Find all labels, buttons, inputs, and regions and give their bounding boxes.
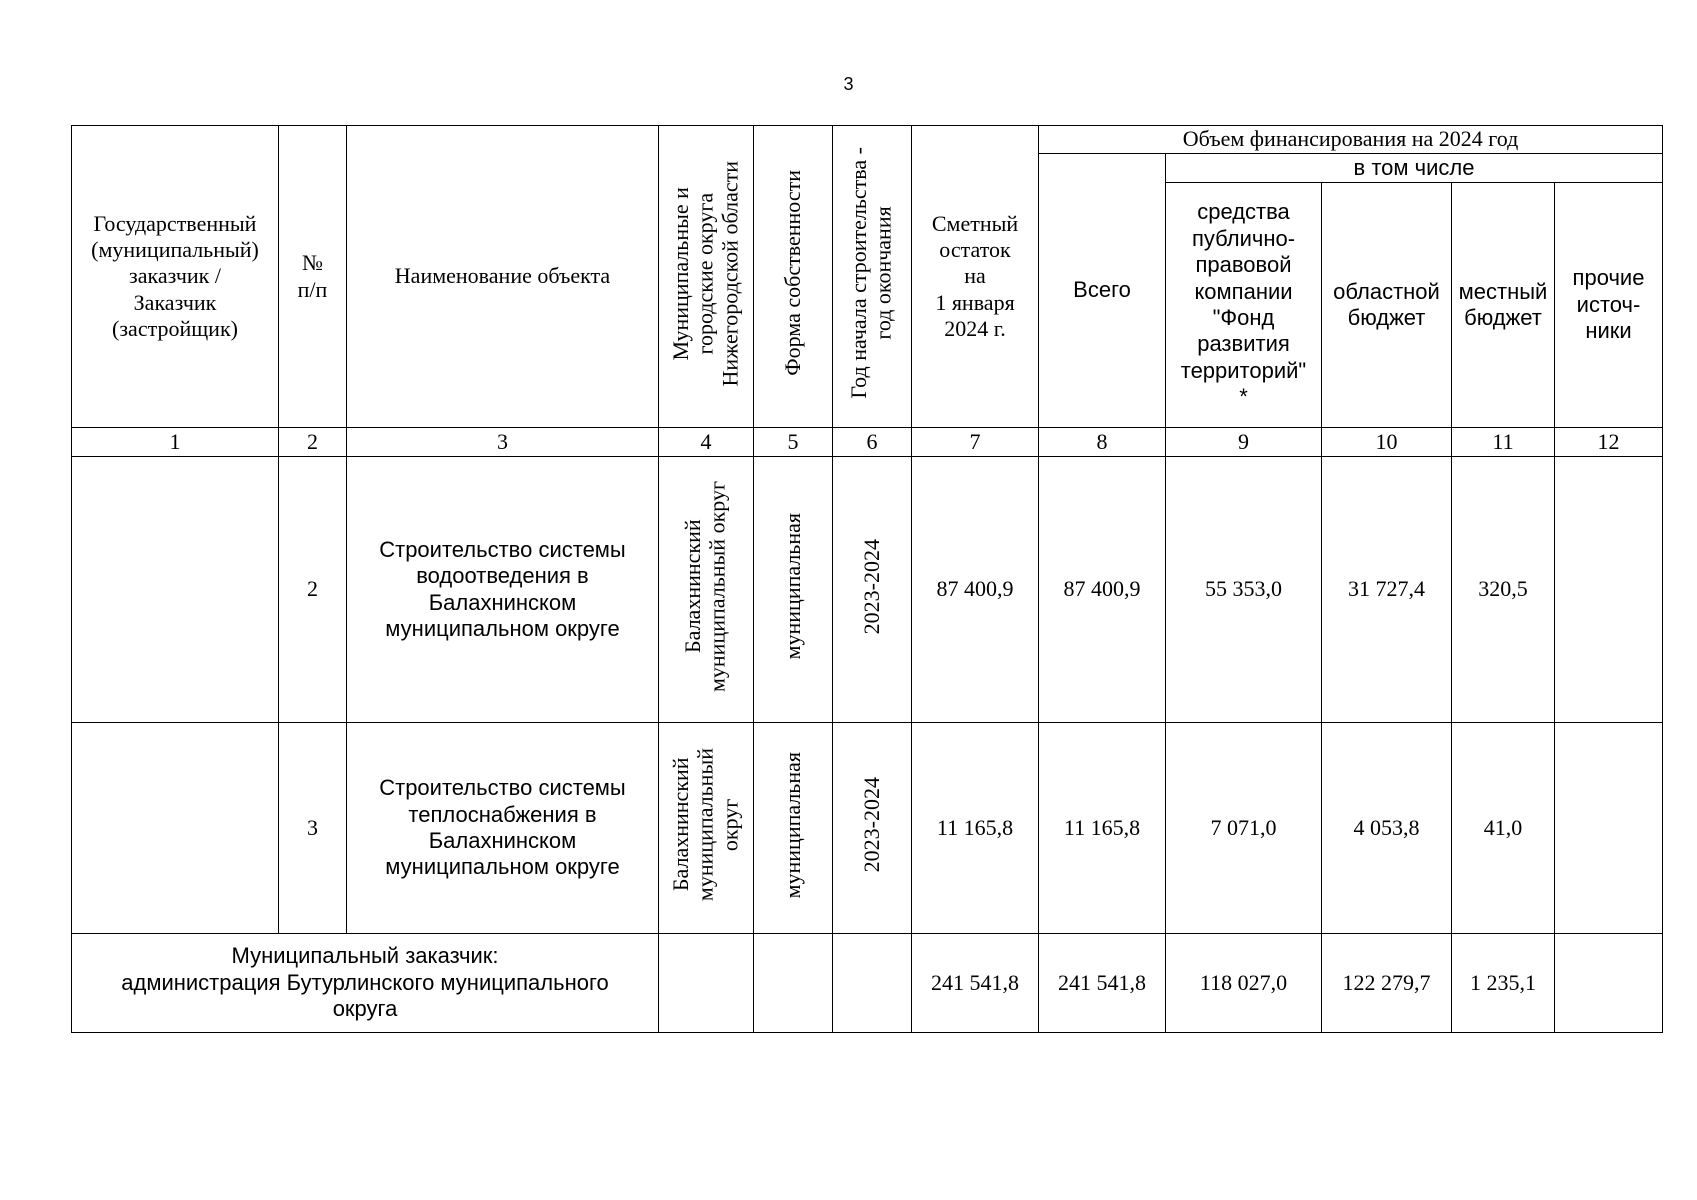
table-row (72, 457, 1663, 723)
cell-other (1555, 723, 1663, 934)
total-regional: 122 279,7 (1322, 934, 1452, 1033)
header-including: в том числе (1166, 154, 1663, 183)
column-number: 3 (347, 428, 659, 457)
column-number: 6 (833, 428, 912, 457)
cell-years: 2023-2024 (833, 457, 912, 723)
total-district (659, 934, 754, 1033)
cell-total: 87 400,9 (1039, 457, 1166, 723)
header-fund: средства публично- правовой компании "Фонд развития территорий" * (1166, 183, 1322, 428)
total-estimate: 241 541,8 (912, 934, 1039, 1033)
column-numbers-row (72, 428, 1663, 457)
cell-district: Балахнинский муниципальный округ (659, 457, 754, 723)
column-number: 8 (1039, 428, 1166, 457)
column-number: 11 (1452, 428, 1555, 457)
cell-number: 3 (279, 723, 347, 934)
header-local: местный бюджет (1452, 183, 1555, 428)
financing-table (71, 125, 1663, 1033)
total-local: 1 235,1 (1452, 934, 1555, 1033)
header-years: Год начала строительства - год окончания (833, 126, 912, 428)
header-estimate: Сметный остаток на 1 января 2024 г. (912, 126, 1039, 428)
table-row (72, 723, 1663, 934)
cell-district: Балахнинский муниципальный округ (659, 723, 754, 934)
header-row-1 (72, 126, 1663, 154)
total-years (833, 934, 912, 1033)
column-number: 4 (659, 428, 754, 457)
column-number: 5 (754, 428, 833, 457)
cell-number: 2 (279, 457, 347, 723)
total-other (1555, 934, 1663, 1033)
column-number: 12 (1555, 428, 1663, 457)
header-ownership: Форма собственности (754, 126, 833, 428)
cell-object-name: Строительство системы водоотведения в Балахнинском муниципальном округе (347, 457, 659, 723)
total-label: Муниципальный заказчик: администрация Бутурлинского муниципального округа (72, 934, 659, 1033)
cell-ownership: муниципальная (754, 457, 833, 723)
total-ownership (754, 934, 833, 1033)
cell-ownership: муниципальная (754, 723, 833, 934)
cell-estimate: 87 400,9 (912, 457, 1039, 723)
header-other: прочие источ- ники (1555, 183, 1663, 428)
cell-customer (72, 457, 279, 723)
header-object-name: Наименование объекта (347, 126, 659, 428)
header-total: Всего (1039, 154, 1166, 428)
column-number: 9 (1166, 428, 1322, 457)
column-number: 2 (279, 428, 347, 457)
cell-regional: 4 053,8 (1322, 723, 1452, 934)
header-districts: Муниципальные и городские округа Нижегородской области (659, 126, 754, 428)
cell-total: 11 165,8 (1039, 723, 1166, 934)
cell-years: 2023-2024 (833, 723, 912, 934)
header-customer: Государственный (муниципальный) заказчик / Заказчик (застройщик) (72, 126, 279, 428)
page-number: 3 (843, 74, 854, 94)
total-row (72, 934, 1663, 1033)
cell-object-name: Строительство системы теплоснабжения в Балахнинском муниципальном округе (347, 723, 659, 934)
cell-other (1555, 457, 1663, 723)
cell-local: 41,0 (1452, 723, 1555, 934)
cell-estimate: 11 165,8 (912, 723, 1039, 934)
column-number: 10 (1322, 428, 1452, 457)
cell-fund: 55 353,0 (1166, 457, 1322, 723)
total-total: 241 541,8 (1039, 934, 1166, 1033)
cell-regional: 31 727,4 (1322, 457, 1452, 723)
column-number: 1 (72, 428, 279, 457)
column-number: 7 (912, 428, 1039, 457)
total-fund: 118 027,0 (1166, 934, 1322, 1033)
cell-fund: 7 071,0 (1166, 723, 1322, 934)
header-number: № п/п (279, 126, 347, 428)
header-financing: Объем финансирования на 2024 год (1039, 126, 1663, 154)
cell-local: 320,5 (1452, 457, 1555, 723)
cell-customer (72, 723, 279, 934)
header-regional: областной бюджет (1322, 183, 1452, 428)
